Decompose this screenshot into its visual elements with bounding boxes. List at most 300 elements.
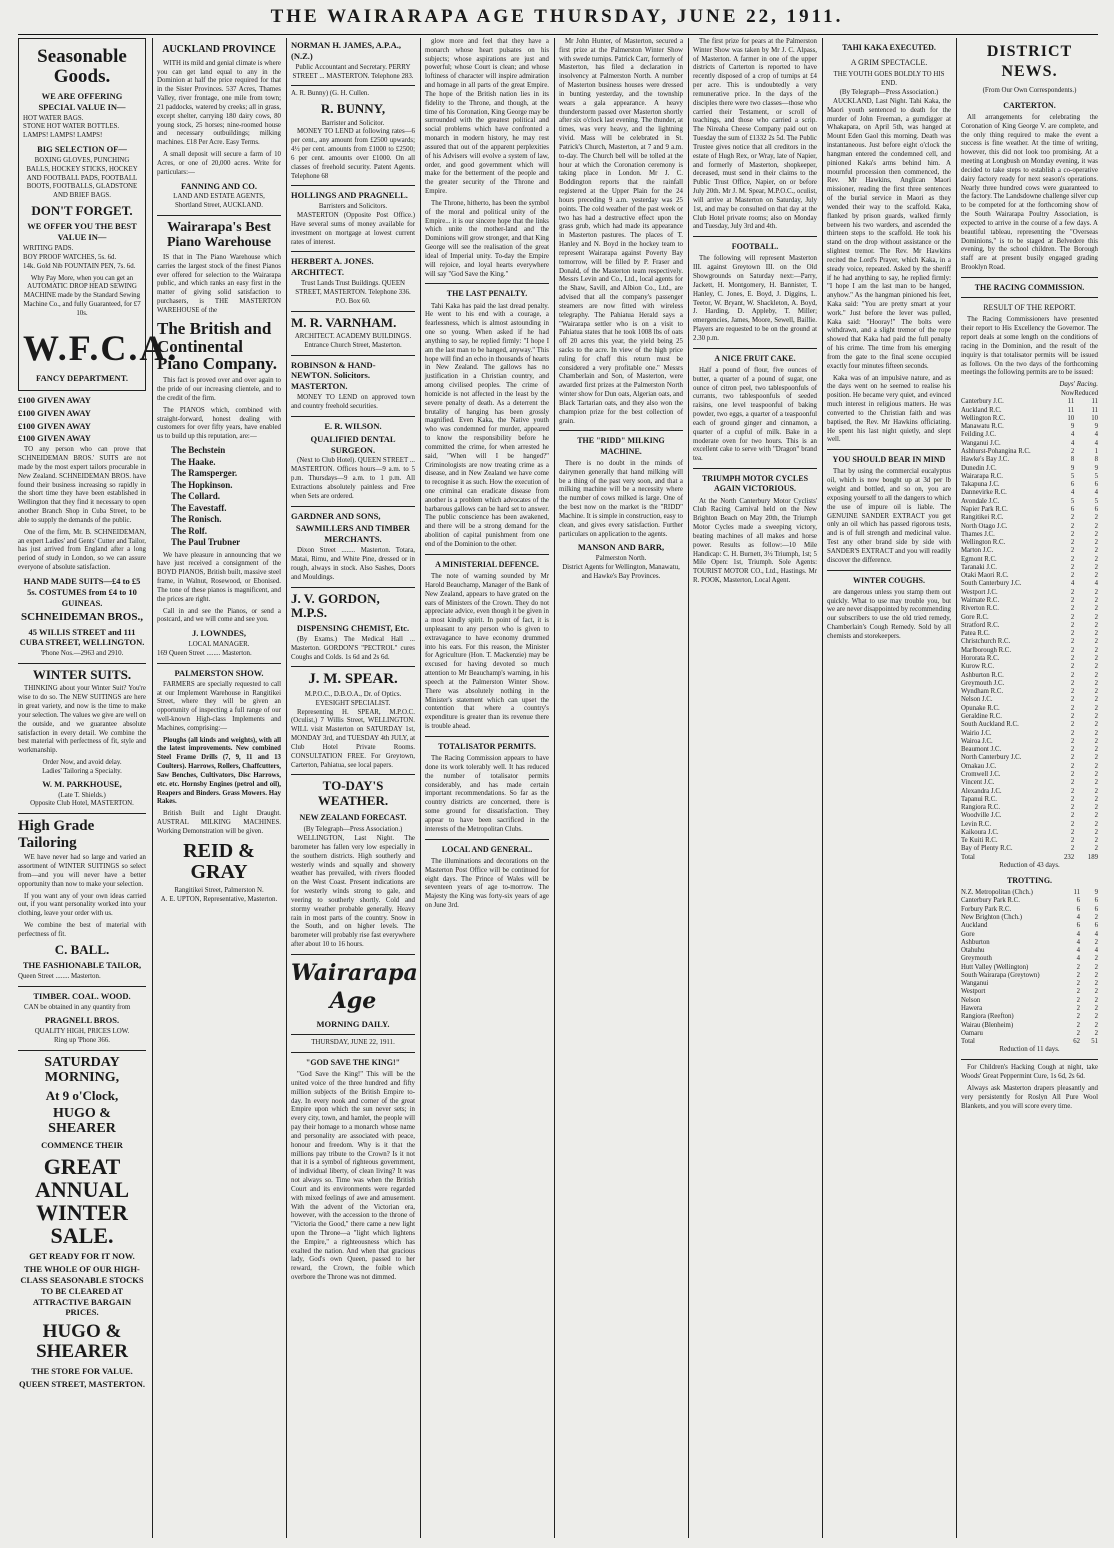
table-cell: Woodville J.C. (961, 812, 1002, 820)
column-4 (425, 38, 549, 1538)
column-divider (688, 38, 689, 1538)
advert-title: Seasonable Goods. (37, 46, 127, 87)
advert-title: TIMBER. COAL. WOOD. (33, 990, 131, 1001)
table-cell: 2 (1094, 737, 1098, 745)
table-cell: 2 (1094, 1029, 1098, 1037)
table-cell: 2 (1094, 655, 1098, 662)
table-cell: 6 (1094, 481, 1098, 489)
table-cell: Wairau (Blenheim) (961, 1021, 1014, 1029)
paper-nameplate: Wairarapa Age (291, 959, 418, 1014)
table-cell: 2 (1070, 804, 1075, 812)
table-row (961, 829, 1098, 837)
advert-text: We combine the best of material with perfectness of fit. (18, 922, 146, 938)
table-cell: Christchurch R.C. (961, 638, 1011, 646)
card-name: R. BUNNY, (320, 101, 386, 117)
table-row (961, 531, 1098, 539)
advert-text: British Built and Light Draught. AUSTRAL MILKING MACHINES. Working Demonstration will be given. (157, 810, 281, 835)
table-header-row (961, 390, 1098, 398)
card-text: Dixon Street ........ Masterton. Totara, Matai, Rimu, and White Pine, dressed or in rough, always in stock. Also Sashes, Doors and Mouldings. (291, 547, 415, 581)
column-divider (554, 38, 555, 1538)
advert-headline: GREAT ANNUAL WINTER SALE. (34, 1153, 130, 1248)
divider (291, 185, 415, 186)
table-cell: 2 (1094, 980, 1098, 988)
table-cell: 2 (1070, 737, 1075, 745)
table-cell: Taranaki J.C. (961, 563, 997, 571)
column-2 (157, 38, 281, 1538)
table-row (961, 498, 1098, 506)
table-cell: 5 (1070, 472, 1075, 480)
table-cell: 189 (1087, 853, 1098, 861)
table-cell: 2 (1070, 770, 1075, 778)
table-cell: Stratford R.C. (961, 621, 1000, 629)
list-item: The Eavestaff. (171, 502, 227, 513)
table-cell: Wairoa J.C. (961, 737, 993, 745)
advert-sub: COMMENCE THEIR (41, 1139, 123, 1150)
table-cell: 4 (1076, 930, 1080, 938)
card-sub: SAWMILLERS AND TIMBER MERCHANTS. (295, 523, 411, 545)
card-name: GARDNER AND SONS, (291, 510, 381, 521)
table-row (961, 473, 1098, 481)
divider (18, 1050, 146, 1051)
table-cell: 2 (1070, 828, 1075, 836)
advert-subhead: DON'T FORGET. (31, 203, 133, 219)
divider (157, 663, 281, 664)
editorial-king (291, 1058, 415, 1283)
table-cell: 4 (1094, 431, 1098, 439)
card-robinson (291, 360, 415, 412)
table-cell: 2 (1076, 996, 1080, 1004)
article-title: A MINISTERIAL DEFENCE. (435, 559, 539, 569)
table-cell: Westport J.C. (961, 588, 998, 596)
divider (291, 311, 415, 312)
table-cell: 2 (1070, 621, 1075, 629)
table-cell: 5 (1094, 472, 1098, 480)
advert-subhead: BIG SELECTION OF— (37, 144, 127, 155)
article-football (693, 242, 817, 344)
advert-text: THINKING about your Winter Suit? You're wise to do so. The NEW SUITINGS are here in great variety, and now is the time to make your selection. The values we give are well on the outside, and we guarantee absolute satisfaction in every detail. We combine the best material with perfectness of fit, style and workmanship. (18, 685, 146, 755)
article-subtitle: NEW ZEALAND FORECAST. (299, 813, 407, 823)
advert-sub: GET READY FOR IT NOW. (29, 1251, 135, 1262)
table-cell: 2 (1070, 679, 1075, 687)
table-cell: 2 (1094, 555, 1098, 563)
divider (291, 251, 415, 252)
table-cell: 2 (1070, 779, 1075, 787)
table-cell: 2 (1094, 996, 1098, 1004)
advert-title: SATURDAY MORNING, (44, 1054, 120, 1086)
article-local-general (425, 845, 549, 911)
table-cell: Kurow R.C. (961, 663, 995, 671)
advert-list (23, 115, 141, 141)
table-cell: 2 (1070, 696, 1075, 704)
table-cell: 2 (1094, 795, 1098, 803)
table-row (961, 730, 1098, 738)
table-cell: Dunedin J.C. (961, 464, 997, 472)
article-byline: (By Telegraph—Press Association.) (303, 826, 403, 834)
table-cell: Otahuhu (961, 947, 985, 955)
table-row (961, 796, 1098, 804)
card-gardner (291, 511, 415, 583)
table-cell: 2 (1094, 779, 1098, 787)
column-divider (152, 38, 153, 1538)
advert-title: TRIUMPH MOTOR CYCLES AGAIN VICTORIOUS. (701, 474, 809, 494)
advert-phone: 'Phone Nos.—2963 and 2910. (40, 650, 124, 658)
address-town: MASTERTON. (88, 1379, 145, 1390)
column-5 (559, 38, 683, 1538)
table-cell: Oamaru (961, 1029, 983, 1037)
table-cell: 6 (1076, 897, 1080, 905)
article-body: WELLINGTON, Last Night. The barometer has fallen very low especially in the southern districts. High southerly and westerly winds and squally and showery weather has prevailed, with rivers flooded on the West Coast. Present indications are for westerly winds strong to gale, and veering to southerly shortly. Cold and stormy weather probable generally. Heavy rain in most parts of the country. Snow in the South, and on higher levels. The barometer will probably rise fast everywhere after about 10 to 16 hours. (291, 835, 415, 949)
advert-company: The British and Continental Piano Company. (157, 318, 277, 374)
column-1 (18, 38, 179, 1538)
card-text: MASTERTON (Opposite Post Office.) Have several sums of money available for investment on mortgage at lowest current rates of interest. (291, 212, 415, 246)
table-cell: 2 (1070, 754, 1075, 762)
table-cell: Gore R.C. (961, 613, 989, 621)
article-body: glow more and feel that they have a monarch whose heart pulsates on his subjects; whose aspirations are just and powerful; whose Court is clean; and whose loftiness of character will inspire admiration and homage in all parts of the great Empire. The hope of the British nation lies in its fidelity to the Throne, and though, at the time of his Coronation, King George may be surrounded with the greatest political and social problems which have confronted a monarch in modern history, he may rest assured that out of the apparent perplexities of his Advisers will evolve a system of law, order, and good government which will make for the betterment of the people and the greater security of the Throne and Empire. (425, 38, 549, 196)
table-cell: 2 (1094, 630, 1098, 638)
table-cell: Wellington R.C. (961, 539, 1006, 547)
advert-address: Opposite Club Hotel, MASTERTON. (30, 800, 134, 808)
list-item: The Paul Trubner (171, 537, 241, 548)
table-cell: Hawera (961, 1005, 983, 1013)
table-cell: 4 (1094, 580, 1098, 588)
table-cell: 4 (1070, 431, 1075, 439)
advert-firm: MANSON AND BARR, (577, 542, 665, 553)
table-cell: Wairarapa R.C. (961, 472, 1003, 480)
table-cell: 2 (1070, 572, 1075, 580)
divider (291, 587, 415, 588)
divider (961, 1059, 1098, 1060)
table-cell: 2 (1070, 597, 1075, 605)
table-cell: Cromwell J.C. (961, 770, 1001, 778)
table-cell: 2 (1070, 655, 1075, 662)
table-row (961, 746, 1098, 754)
advert-phone: Ring up 'Phone 366. (54, 1037, 110, 1045)
article-body: The illuminations and decorations on the Masterton Post Office will be continued for eight days. The Prince of Wales will be seventeen years of age to-morrow. The Majesty the King was forty-six years of age on June 3rd. (425, 857, 549, 909)
table-cell: Wellington R.C. (961, 414, 1006, 422)
table-row (961, 622, 1098, 630)
table-cell: 2 (1094, 621, 1098, 629)
article-title: FOOTBALL. (731, 242, 779, 252)
table-cell: Greymouth (961, 955, 992, 963)
divider (18, 986, 146, 987)
table-row (961, 431, 1098, 439)
table-cell: 2 (1070, 712, 1075, 720)
article-body: "God Save the King!" This will be the united voice of the three hundred and fifty million subjects of the British Empire to-day. In every nook and corner of the great Empire upon which the sun never sets; in every city, town, and hamlet, the people will pay their homage to a monarch whose name and personality are associated with peace, honour and freedom. Why is it that the millions pay tribute to the Crown? Is it not that it is a symbol of righteous government, of individual liberty, of clean living? It was not always so. Time was when the British Court and its environments were regarded with mixed feelings of awe and amusement. With the advent of the Victorian era, however, with the accession to the throne of "Victoria the Good," there came a new light upon the Throne—a "light which lightens the Empire," a righteousness which has exalted the nation. And when that gracious lady, God's own Queen, passed to her reward, the Crown, the foible which overbore the Throne was not dimmed. (291, 1071, 415, 1282)
list-item: The Ramsperger. (171, 468, 238, 479)
table-cell: 2 (1076, 963, 1080, 971)
table-row (961, 947, 1098, 955)
article-body: The Racing Commissioners have presented their report to His Excellency the Governor. The report deals at some length on the conditions of racing in the Dominion, and the result of the inquiry is that totalisator permits will be issued as follows. On the two days of the forthcoming meetings the following permits are to be issued: (961, 316, 1098, 377)
article-totalisator-permits (425, 742, 549, 835)
table-row (961, 754, 1098, 762)
table-cell: 10 (1091, 414, 1098, 422)
triumph-advert (693, 474, 817, 586)
divider (961, 297, 1098, 298)
advert-sub: THE STORE FOR VALUE. (31, 1366, 133, 1377)
table-row (961, 580, 1098, 588)
table-cell: Hororata R.C. (961, 655, 1000, 662)
table-row (961, 456, 1098, 464)
column-divider (420, 38, 421, 1538)
table-row (961, 1030, 1098, 1038)
article-subtitle: RESULT OF THE REPORT. (983, 303, 1076, 313)
table-body (961, 398, 1098, 853)
table-row (961, 547, 1098, 555)
advert-address: Queen Street ........ Masterton. (18, 972, 101, 980)
table-cell: 2 (1094, 547, 1098, 555)
table-cell: 2 (1070, 613, 1075, 621)
table-cell: 2 (1094, 696, 1098, 704)
advert-title: Wairarapa's Best Piano Warehouse (166, 220, 272, 251)
list-item: The Bechstein (171, 445, 226, 455)
advert-title: WINTER SUITS. (32, 667, 132, 683)
table-cell: 2 (1094, 572, 1098, 580)
palmerston-show-advert (157, 668, 281, 905)
divider (425, 839, 549, 840)
list-item: BOY PROOF WATCHES, 5s. 6d. (23, 254, 117, 261)
table-row (961, 489, 1098, 497)
advert-firm: FANNING AND CO. (180, 180, 258, 191)
auckland-advert (157, 44, 281, 211)
advert-sub: A. E. UPTON, Representative, Masterton. (160, 895, 278, 903)
table-body (961, 889, 1098, 1038)
pragnell-advert (18, 991, 146, 1046)
article-title: LOCAL AND GENERAL. (441, 844, 533, 854)
table-cell: 2 (1070, 563, 1075, 571)
table-cell: 2 (1094, 588, 1098, 596)
card-text: ARCHITECT. ACADEMY BUILDINGS. Entrance Church Street, Masterton. (294, 332, 412, 349)
table-cell: 9 (1094, 889, 1098, 897)
advert-text: Why Pay More, when you can get an AUTOMATIC DROP HEAD SEWING MACHINE made by the Standard Sewing Machine Co., and fully Guaranteed, for £7 10s. (23, 274, 141, 317)
table-total-row (961, 1038, 1098, 1046)
table-cell: 9 (1070, 423, 1075, 431)
advert-text: We have pleasure in announcing that we have just received a consignment of the BOYD PIANOS, British built, massive steel frame, in Walnut, Rosewood, or Ebonised. The tone of these pianos is magnificent, and the prices are right. (157, 551, 281, 603)
table-cell: 2 (1070, 663, 1075, 671)
piano-advert (157, 220, 281, 659)
table-cell: 2 (1094, 820, 1098, 828)
advert-sub: At 9 o'Clock, (45, 1087, 119, 1103)
table-row (961, 821, 1098, 829)
card-text: MONEY TO LEND at following rates—6 per cent., any amount from £2500 upwards; 4½ per cent. amounts from £1000 to £2500; 6 per cent. amounts over £1000. On all classes of freehold security. Patent Agents. Telephone 68 (291, 128, 415, 180)
table-cell: 2 (1094, 597, 1098, 605)
table-cell: 8 (1094, 456, 1098, 464)
advert-text: are dangerous unless you stamp them out quickly. What to use may trouble you, but we are never disappointed by recommending our subscribers to use the old tried remedy, Chamberlain's Cough Remedy. Sold by all chemists and storekeepers. (827, 588, 951, 640)
article-fruit-cake (693, 354, 817, 464)
article-subtitle: THE YOUTH GOES BOLDLY TO HIS END. (833, 71, 945, 88)
list-item: The Hopkinson. (171, 479, 233, 490)
advert-text: WITH its mild and genial climate is where you can get land equal to any in the Dominion at half the price required for that in the Sister Provinces. 537 Acres, Thames Valley, river frontage, one mile from town; 21 paddocks, watered by creeks; all in grass, except shelter, carrying 180 dairy cows, 80 young stock, 25 horses; nine-roomed house and necessary outbuildings; milking machines. £18 Per Acre. Easy Terms. (157, 59, 281, 147)
advert-text: One of the firm, Mr. B. SCHNEIDEMAN, an expert Ladies' and Gents' Cutter and Tailor, has just arrived from England after a long period of study in London, so we can assure everyone of absolute satisfaction. (18, 528, 146, 572)
table-cell: 2 (1070, 787, 1075, 795)
article-body: AUCKLAND, Last Night. Tahi Kaka, the Maori youth sentenced to death for the murder of John Freeman, a gumdigger at Whakapara, on April 5th, was hanged at Mount Eden Gaol this morning. Death was instantaneous. Just before eight o'clock the hangman entered the condemned cell, and pinioned Kaka's arms behind him. A mournful procession then commenced, the Rev. Mr Hawkins, Anglican Maori missioner, reading the first three sentences of the burial service in Maori as they wended their way to the scaffold. Kaka, flanked by prison guards, walked firmly between his two warders, and ascended the thirteen steps to the scaffold. He took his stand on the drop without assistance or the slightest tremor. The Rev. Mr Hawkins recited the Lord's Prayer, which Kaka, in a steady voice, repeated. Asked by the sheriff if he had anything to say, he replied firmly: "I hope I am the last man to be hanged, anyhow." As the hangman pinioned his feet, Kaka said: "You are pretty smart at your work." Just before the lever was pulled, Kaka said: "Hooray!" The bolts were withdrawn, and a slight tremor of the rope showed that Kaka had paid the full penalty of his crime. The time from his emerging from the gate to the final scene occupied exactly four minutes fifteen seconds. (827, 97, 951, 370)
table-row (961, 914, 1098, 922)
advert-text: If you want any of your own ideas carried out, if you want personality worked into your clothing, leave your order with us. (18, 892, 146, 918)
table-header: Now (1061, 390, 1075, 397)
card-sub: Barrister and Solicitor. (321, 119, 385, 127)
table-cell: 2 (1076, 1029, 1080, 1037)
divider (18, 663, 146, 664)
paper-date: THURSDAY, JUNE 22, 1911. (311, 1039, 395, 1047)
table-row (961, 972, 1098, 980)
card-text: (By Exams.) The Medical Hall ... Masterton. GORDON'S "PECTROL" cures Coughs and Colds. 1s 6d and 2s 6d. (291, 635, 415, 661)
table-row (961, 771, 1098, 779)
table-row (961, 939, 1098, 947)
table-row (961, 980, 1098, 988)
table-cell: 51 (1091, 1038, 1098, 1046)
table-cell: 2 (1070, 530, 1075, 538)
divider (291, 506, 415, 507)
table-cell: 2 (1094, 514, 1098, 522)
card-name: J. V. GORDON, M.P.S. (291, 590, 380, 620)
table-cell: Wyndham R.C. (961, 688, 1004, 696)
advert-text: QUALITY HIGH, PRICES LOW. (34, 1028, 130, 1036)
card-text: Trust Lands Trust Buildings. QUEEN STREET, MASTERTON. Telephone 336. P.O. Box 60. (295, 280, 411, 305)
table-cell: Vincent J.C. (961, 779, 995, 787)
table-cell: Auckland R.C. (961, 406, 1002, 414)
table-cell: 2 (1070, 837, 1075, 845)
table-cell: 2 (1094, 729, 1098, 737)
table-cell: 2 (1094, 746, 1098, 754)
table-row (961, 556, 1098, 564)
table-cell: Ashburton R.C. (961, 671, 1004, 679)
schneideman-advert (18, 395, 146, 659)
table-cell: 2 (1094, 845, 1098, 853)
table-cell: Dannevirke R.C. (961, 489, 1007, 497)
article-body: The Throne, hitherto, has been the symbol of the moral and political unity of the Empire... it is our sincere hope that the links which unite the mother-land and the Dominions will grow stronger, and that King George will see the realisation of the great ideal of Imperial unity. To-day the Empire will rejoice, and loyal hearts everywhere will say "God Save the King." (425, 199, 549, 278)
card-bunny (291, 90, 415, 181)
advert-firm: J. LOWNDES, (191, 628, 247, 639)
article-subtitle: A GRIM SPECTACLE. (850, 58, 928, 68)
table-cell: 6 (1094, 505, 1098, 513)
table-note: Reduction of 11 days. (999, 1046, 1060, 1054)
divider (18, 813, 146, 814)
table-cell: 4 (1094, 489, 1098, 497)
card-sub: Barristers and Solicitors. (318, 203, 388, 211)
table-cell: 1 (1094, 447, 1098, 455)
advert-address: 169 Queen Street ........ Masterton. (157, 649, 252, 657)
column-6 (693, 38, 817, 1538)
coughs-advert (827, 576, 951, 642)
article-body: All arrangements for celebrating the Coronation of King George V. are complete, and the only thing required to make the event a success is fine weather. At the time of writing, however, this did not look too promising. At a meeting at Longbush on Monday evening, it was decided to take steps to establish a co-operative dairy factory ready for next season's operations. Nearly three hundred cows were guaranteed to the factory. The Landsdowne challenge silver cup to be competed for at the forthcoming show of the South Wairarapa Poultry Association, is expected to arrive in the course of a few days. A beautiful tableau, representing the "Overseas Dominions," is to be staged at Belvedere this evening, by the school children. The Borough staff are at present busily engaged grading Brooklyn Road. (961, 114, 1098, 272)
table-cell: 6 (1070, 505, 1075, 513)
winter-suits-advert (18, 668, 146, 809)
divider (425, 736, 549, 737)
given-away-line: £100 GIVEN AWAY (18, 420, 91, 431)
table-cell: 2 (1070, 671, 1075, 679)
divider (559, 430, 683, 431)
table-cell: 2 (1070, 795, 1075, 803)
advert-text: THE WHOLE OF OUR HIGH-CLASS SEASONABLE STOCKS TO BE CLEARED AT ATTRACTIVE BARGAIN PRICES. (20, 1263, 144, 1318)
card-sub: DISPENSING CHEMIST, Etc. (296, 623, 410, 634)
advert-text: Always ask Masterton drapers pleasantly and very persistently for Roslyn All Pure Wool Blankets, and you will score every time. (961, 1084, 1098, 1110)
table-cell: 2 (1070, 547, 1075, 555)
address-street: QUEEN STREET, (19, 1379, 87, 1390)
advert-text: The PIANOS which, combined with straight-forward, honest dealing with customers for over fifty years, have enabled us to build up this reputation, are:— (157, 406, 281, 441)
table-cell: Opunake R.C. (961, 704, 1000, 712)
table-cell: Te Kuiti R.C. (961, 837, 998, 845)
district-news-title: DISTRICT NEWS. (986, 43, 1073, 81)
table-row (961, 672, 1098, 680)
advert-text: Call in and see the Pianos, or send a postcard, and we will come and see you. (157, 607, 281, 624)
table-cell: 9 (1094, 423, 1098, 431)
divider (291, 954, 415, 955)
table-cell: 2 (1094, 913, 1098, 921)
table-row (961, 680, 1098, 688)
table-row (961, 589, 1098, 597)
table-row (961, 738, 1098, 746)
table-cell: North Otago J.C. (961, 522, 1008, 530)
table-cell: Takapuna J.C. (961, 481, 1000, 489)
table-row (961, 398, 1098, 406)
card-james (291, 40, 415, 81)
card-text: Representing H. SPEAR, M.P.O.C. (Oculist,) 7 Willis Street, WELLINGTON. WILL visit Masterton on SATURDAY 1st, MONDAY 3rd, and TUESDAY 4th JULY, at Club Hotel Private Rooms. CONSULTATION FREE. For Greytown, Carterton, Pahiatua, see local papers. (291, 708, 415, 769)
table-cell: 2 (1070, 588, 1075, 596)
card-sub: M.P.O.C., D.B.O.A., Dr. of Optics. EYESIGHT SPECIALIST. (304, 690, 402, 707)
advert-address (18, 1379, 146, 1390)
table-cell: 2 (1076, 1005, 1080, 1013)
table-cell: 2 (1094, 837, 1098, 845)
card-gordon (291, 592, 415, 663)
table-cell: 2 (1070, 721, 1075, 729)
advert-text: That by using the commercial eucalyptus oil, which is now bought up at 3d per lb weight and bottled, and so on, you are exposing yourself to all the dangers to which the use of impure oil is liable. The GENUINE SANDER EXTRACT you get only an oil which has passed rigorous tests, and is of full strength and medicinal value. Test any other brand side by side with SANDER'S EXTRACT and you will readily discover the difference. (827, 468, 951, 564)
advert-firm: PRAGNELL BROS. (44, 1015, 120, 1026)
table-cell: Greymouth J.C. (961, 679, 1005, 687)
table-cell: 2 (1094, 804, 1098, 812)
table-cell: South Wairarapa (Greytown) (961, 971, 1040, 979)
table-row (961, 539, 1098, 547)
list-item: The Rolf. (171, 525, 207, 536)
table-cell: 2 (1070, 522, 1075, 530)
card-name: E. R. WILSON. (324, 420, 382, 431)
list-item: STONE HOT WATER BOTTLES. (23, 123, 120, 131)
table-row (961, 663, 1098, 671)
card-text: (Next to Club Hotel). QUEEN STREET ... MASTERTON. Offices hours—9 a.m. to 5 p.m. Thursdays—9 a.m. to 1 p.m. All Extractions absolutely painless and Free when Sets are ordered. (291, 457, 415, 500)
table-row (961, 572, 1098, 580)
advert-intro: WE OFFER YOU THE BEST VALUE IN— (27, 221, 137, 243)
masthead-rule (18, 34, 1098, 35)
table-cell: Wanganui J.C. (961, 439, 1001, 447)
table-row (961, 845, 1098, 853)
table-cell: 2 (1070, 605, 1075, 613)
table-cell: 6 (1076, 922, 1080, 930)
table-cell: Hawke's Bay J.C. (961, 456, 1010, 464)
advert-text: Order Now, and avoid delay. (42, 759, 122, 767)
table-cell: 6 (1094, 905, 1098, 913)
table-cell: 4 (1094, 947, 1098, 955)
table-cell: 2 (1094, 679, 1098, 687)
table-cell: 4 (1070, 439, 1075, 447)
divider (291, 355, 415, 356)
table-cell: 2 (1070, 820, 1075, 828)
advert-text: For Children's Hacking Cough at night, take Woods' Great Peppermint Cure, 1s 6d, 2s 6d. (961, 1064, 1098, 1081)
advert-text: A small deposit will secure a farm of 10 Acres, or one of 20,000 acres. Write for particulars:— (157, 151, 281, 176)
card-text: Public Accountant and Secretary. PERRY STREET ... MASTERTON. Telephone 283. (292, 63, 414, 80)
divider (961, 277, 1098, 278)
table-cell: 10 (1067, 414, 1075, 422)
table-cell: Marlborough R.C. (961, 646, 1012, 654)
racing-table (961, 390, 1098, 862)
ridd-advert (559, 436, 683, 581)
wfca-advert (18, 38, 179, 391)
article-body: Mr John Hunter, of Masterton, secured a first prize at the Palmerston Winter Show with swede turnips. Patrick Carr, formerly of Masterton, has filed a declaration in insolvency at Palmerston North. A number of Masterton business houses were dressed in bunting yesterday, and the township wears a gala appearance. A heavy thunderstorm passed over Masterton shortly after six o'clock last evening. The thunder, at times, was very heavy, and the lightning vivid. Mass will be celebrated in St. Patrick's Church, Masterton, at 7 and 9 a.m. to-day. The Church bell will be tolled at the hour at which the Coronation ceremony is taking place in London. Mr J. C. Boddington reports that the rainfall registered at the Upper Plain for the 24 hours preceding 9 a.m. yesterday was 25 points. The cold weather of the past week or two has had a destructive effect upon the grass grub, which had made its appearance in Masterton pastures. The places of T. Hanley and N. Boyd in the hockey team to represent Wairarapa against Poverty Bay tomorrow, will be filled by P. Fraser and Donald, of the Masterton team respectively. Messrs Levin and Co., Ltd., local agents for the Shaw, Savill, and Albion Co., Ltd., are advised that all the company's passenger steamers are now fitted with wireless telegraphy. The Pahiatua Herald says a "Wairarapa settler who is on a visit to Pahiatua states that he took 1008 lbs of oats off 20 acres this year, the yield being 25 sacks to the acre. In view of the high price ruling for chaff this return must be considered a very profitable one." Messrs Chamberlain and Son, of Masterton, were awarded first prizes at the Palmerston North winter show for Dun oats, Algerian oats, and Black Tartarian oats, and they also won the champion prize for the best collection of grain. (559, 38, 683, 425)
divider (291, 416, 415, 417)
table-cell: Canterbury J.C. (961, 398, 1004, 406)
given-away-line: £100 GIVEN AWAY (18, 407, 91, 418)
table-cell: Bay of Plenty R.C. (961, 845, 1013, 853)
divider (291, 774, 415, 775)
table-cell: 4 (1076, 913, 1080, 921)
advert-title: THE "RIDD" MILKING MACHINE. (577, 436, 665, 456)
